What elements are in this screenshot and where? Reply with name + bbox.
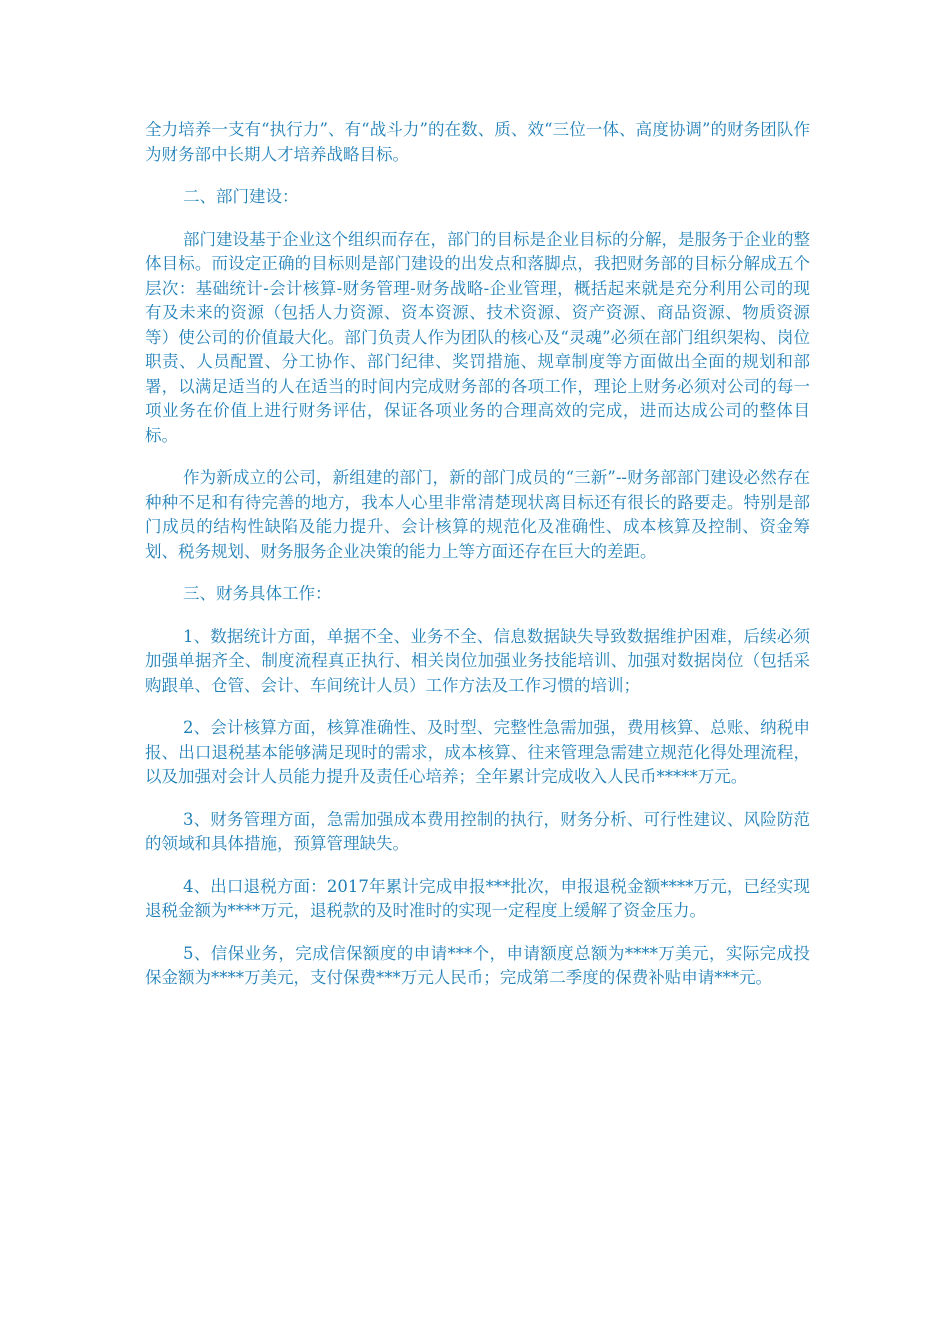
heading-department-building: 二、部门建设：: [182, 187, 299, 206]
document-page: [145, 118, 810, 1009]
paragraph-item-financial-management: 3、财务管理方面，急需加强成本费用控制的执行，财务分析、可行性建议、风险防范的领域和具体措施，预算管理缺失。: [145, 809, 810, 853]
paragraph-item-data-statistics: 1、数据统计方面，单据不全、业务不全、信息数据缺失导致数据维护困难，后续必须加强单据齐全、制度流程真正执行、相关岗位加强业务技能培训、加强对数据岗位（包括采购跟单、仓管、会计、车间统计人员）工作方法及工作习惯的培训；: [145, 626, 810, 695]
paragraph-department-building: 部门建设基于企业这个组织而存在，部门的目标是企业目标的分解，是服务于企业的整体目标。而设定正确的目标则是部门建设的出发点和落脚点，我把财务部的目标分解成五个层次：基础统计-会计核算-财务管理-财务战略-企业管理，概括起来就是充分利用公司的现有及未来的资源（包括人力资源、资本资源、技术资源、资产资源、商品资源、物质资源等）使公司的价值最大化。部门负责人作为团队的核心及“灵魂”必须在部门组织架构、岗位职责、人员配置、分工协作、部门纪律、奖罚措施、规章制度等方面做出全面的规划和部署，以满足适当的人在适当的时间内完成财务部的各项工作，理论上财务必须对公司的每一项业务在价值上进行财务评估，保证各项业务的合理高效的完成，进而达成公司的整体目标。: [145, 229, 810, 445]
paragraph-new-company-status: 作为新成立的公司，新组建的部门，新的部门成员的“三新”--财务部部门建设必然存在种种不足和有待完善的地方，我本人心里非常清楚现状离目标还有很长的路要走。特别是部门成员的结构性缺陷及能力提升、会计核算的规范化及准确性、成本核算及控制、资金筹划、税务规划、财务服务企业决策的能力上等方面还存在巨大的差距。: [145, 468, 810, 561]
paragraph-item-export-tax-rebate: 4、出口退税方面：2017年累计完成申报***批次，申报退税金额****万元，已经实现退税金额为****万元，退税款的及时准时的实现一定程度上缓解了资金压力。: [145, 876, 810, 920]
paragraph-item-credit-insurance: 5、信保业务，完成信保额度的申请***个，申请额度总额为****万美元，实际完成投保金额为****万美元，支付保费***万元人民币；完成第二季度的保费补贴申请***元。: [145, 943, 810, 987]
heading-finance-work: 三、财务具体工作：: [182, 584, 332, 603]
paragraph-talent-goal: 全力培养一支有“执行力”、有“战斗力”的在数、质、效“三位一体、高度协调”的财务团队作为财务部中长期人才培养战略目标。: [145, 120, 810, 164]
paragraph-item-accounting: 2、会计核算方面，核算准确性、及时型、完整性急需加强，费用核算、总账、纳税申报、出口退税基本能够满足现时的需求，成本核算、往来管理急需建立规范化得处理流程，以及加强对会计人员能力提升及责任心培养；全年累计完成收入人民币*****万元。: [145, 718, 810, 786]
